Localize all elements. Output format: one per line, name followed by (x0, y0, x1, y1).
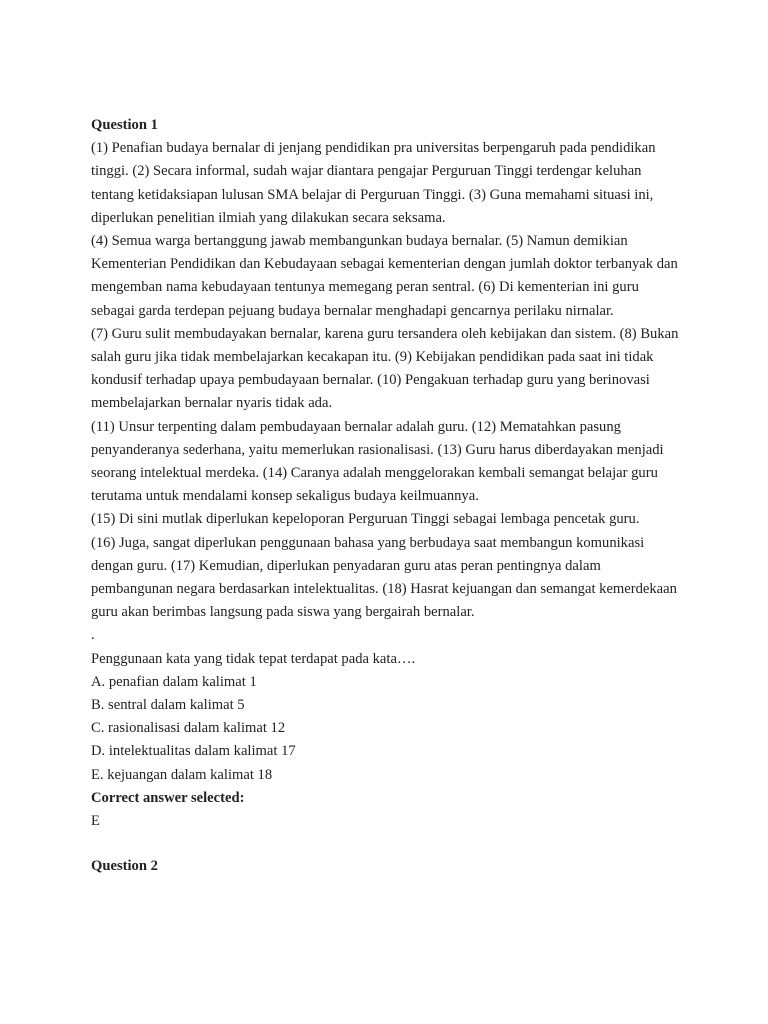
option-d: D. intelektualitas dalam kalimat 17 (91, 743, 296, 760)
document-page (91, 114, 679, 833)
separator-dot: . (91, 627, 95, 644)
paragraph-3: (7) Guru sulit membudayakan bernalar, karena guru tersandera oleh kebijakan dan sistem. (8) Bukan salah guru jika tidak membelajarkan kecakapan itu. (9) Kebijakan pendidikan pada saat ini tidak kondusif terhadap upaya pembudayaan bernalar. (10) Pengakuan terhadap guru yang berinovasi membelajarkan bernalar nyaris tidak ada. (91, 325, 679, 412)
option-c: C. rasionalisasi dalam kalimat 12 (91, 720, 286, 737)
paragraph-5: (15) Di sini mutlak diperlukan kepeloporan Perguruan Tinggi sebagai lembaga pencetak guru. (91, 511, 640, 528)
paragraph-1: (1) Penafian budaya bernalar di jenjang pendidikan pra universitas berpengaruh pada pendidikan tinggi. (2) Secara informal, sudah wajar diantara pengajar Perguruan Tinggi terdengar keluhan tentang ketidaksiapan lulusan SMA belajar di Perguruan Tinggi. (3) Guna memahami situasi ini, diperlukan penelitian ilmiah yang dilakukan secara seksama. (91, 140, 656, 226)
correct-answer-value: E (91, 813, 100, 830)
option-e: E. kejuangan dalam kalimat 18 (91, 766, 273, 783)
paragraph-4: (11) Unsur terpenting dalam pembudayaan bernalar adalah guru. (12) Mematahkan pasung penyanderanya sederhana, yaitu memerlukan rasionalisasi. (13) Guru harus diberdayakan menjadi seorang intelektual merdeka. (14) Caranya adalah menggelorakan kembali semangat belajar guru terutama untuk mendalami konsep sekaligus budaya keilmuannya. (91, 418, 664, 505)
paragraph-6: (16) Juga, sangat diperlukan penggunaan bahasa yang berbudaya saat membangun komunikasi dengan guru. (17) Kemudian, diperlukan penyadaran guru atas peran pentingnya dalam pembangunan negara berdasarkan intelektualitas. (18) Hasrat kejuangan dan semangat kemerdekaan guru akan berimbas langsung pada siswa yang bergairah bernalar. (91, 534, 677, 621)
option-a: A. penafian dalam kalimat 1 (91, 673, 257, 690)
question-1-title: Question 1 (91, 117, 158, 133)
question-prompt: Penggunaan kata yang tidak tepat terdapat pada kata…. (91, 650, 416, 667)
correct-answer-label: Correct answer selected: (91, 789, 245, 806)
paragraph-2: (4) Semua warga bertanggung jawab membangunkan budaya bernalar. (5) Namun demikian Kementerian Pendidikan dan Kebudayaan sebagai kementerian dengan jumlah doktor terbanyak dan mengemban nama kebudayaan tentunya memegang peran sentral. (6) Di kementerian ini guru sebagai garda terdepan pejuang budaya bernalar menghadapi gencarnya perilaku nirnalar. (91, 233, 678, 319)
question-2-title: Question 2 (91, 858, 158, 874)
option-b: B. sentral dalam kalimat 5 (91, 697, 245, 714)
